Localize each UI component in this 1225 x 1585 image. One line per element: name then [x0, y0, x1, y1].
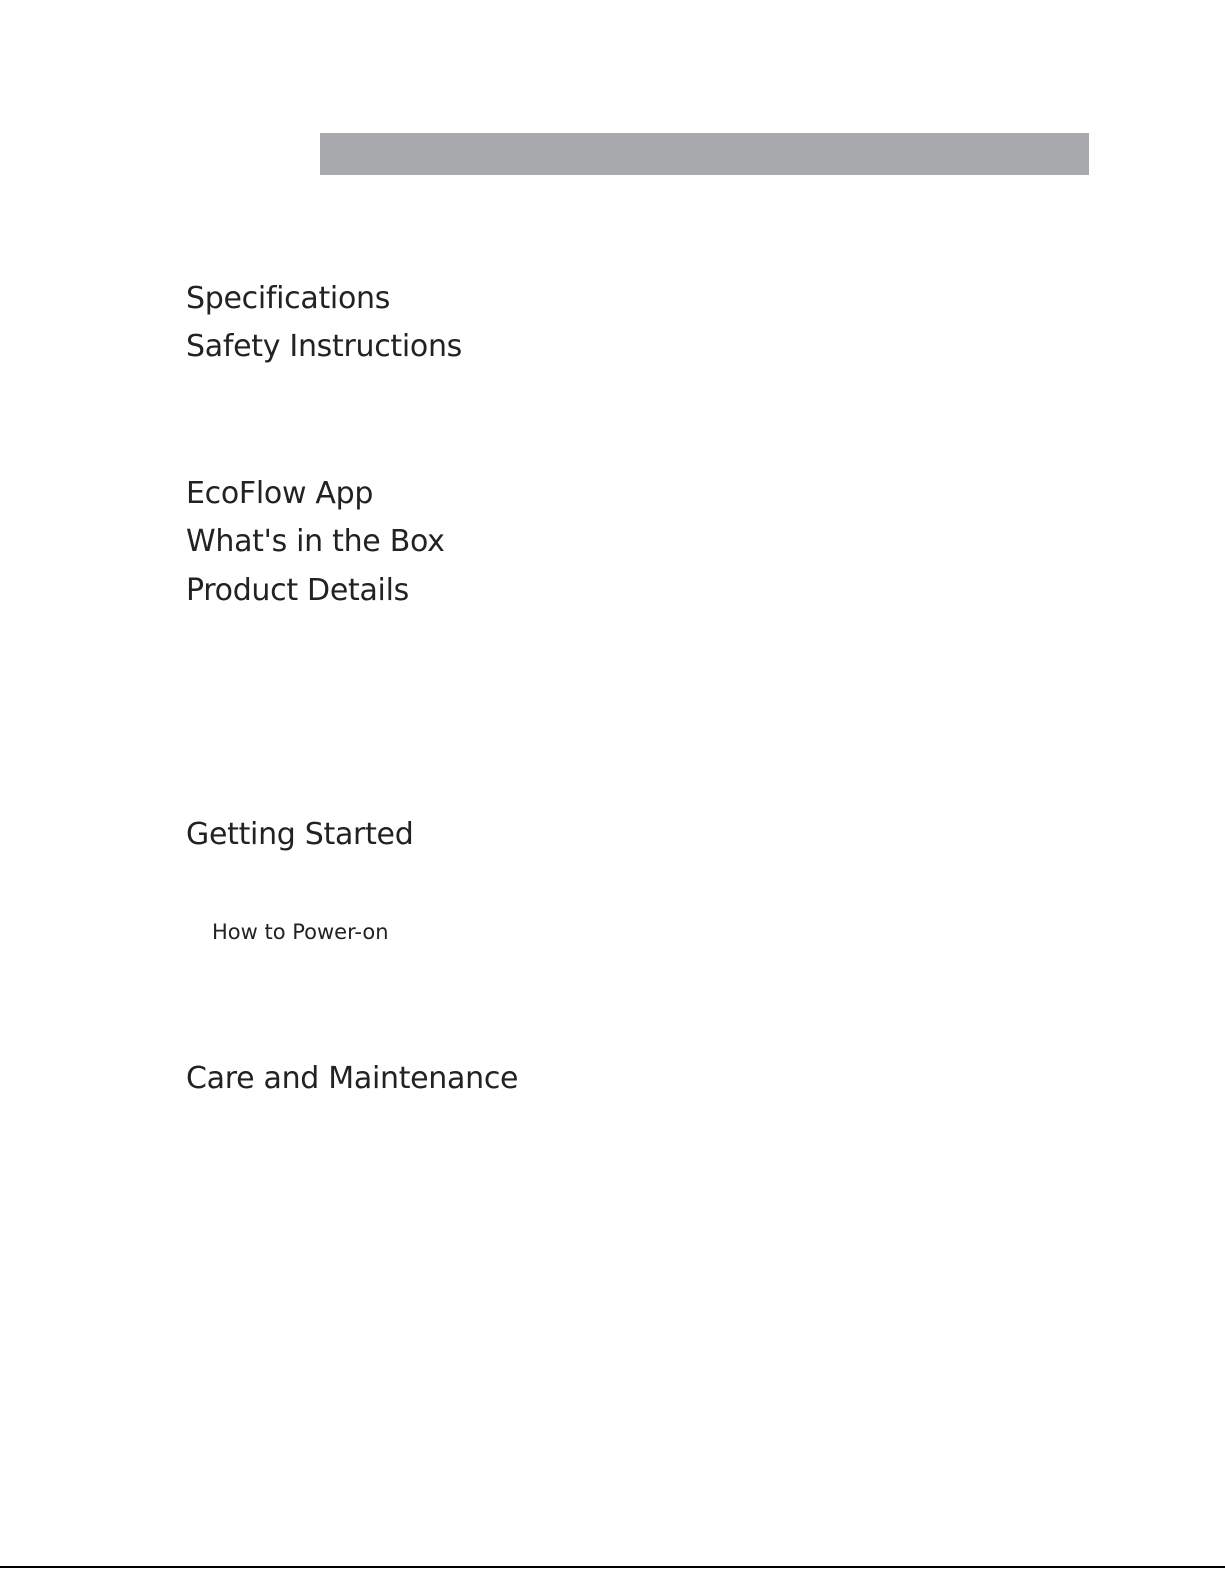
toc-item-care-and-maintenance[interactable]: Care and Maintenance — [186, 1061, 519, 1096]
toc-item-safety-instructions[interactable]: Safety Instructions — [186, 329, 462, 364]
bottom-rule — [0, 1566, 1225, 1568]
toc-item-getting-started[interactable]: Getting Started — [186, 817, 414, 852]
header-bar — [320, 133, 1089, 175]
toc-subitem-how-to-power-on[interactable]: How to Power-on — [212, 920, 389, 944]
toc-item-product-details[interactable]: Product Details — [186, 573, 409, 608]
toc-item-specifications[interactable]: Specifications — [186, 281, 391, 316]
toc-item-ecoflow-app[interactable]: EcoFlow App — [186, 476, 374, 511]
toc-item-whats-in-the-box[interactable]: What's in the Box — [186, 524, 445, 559]
